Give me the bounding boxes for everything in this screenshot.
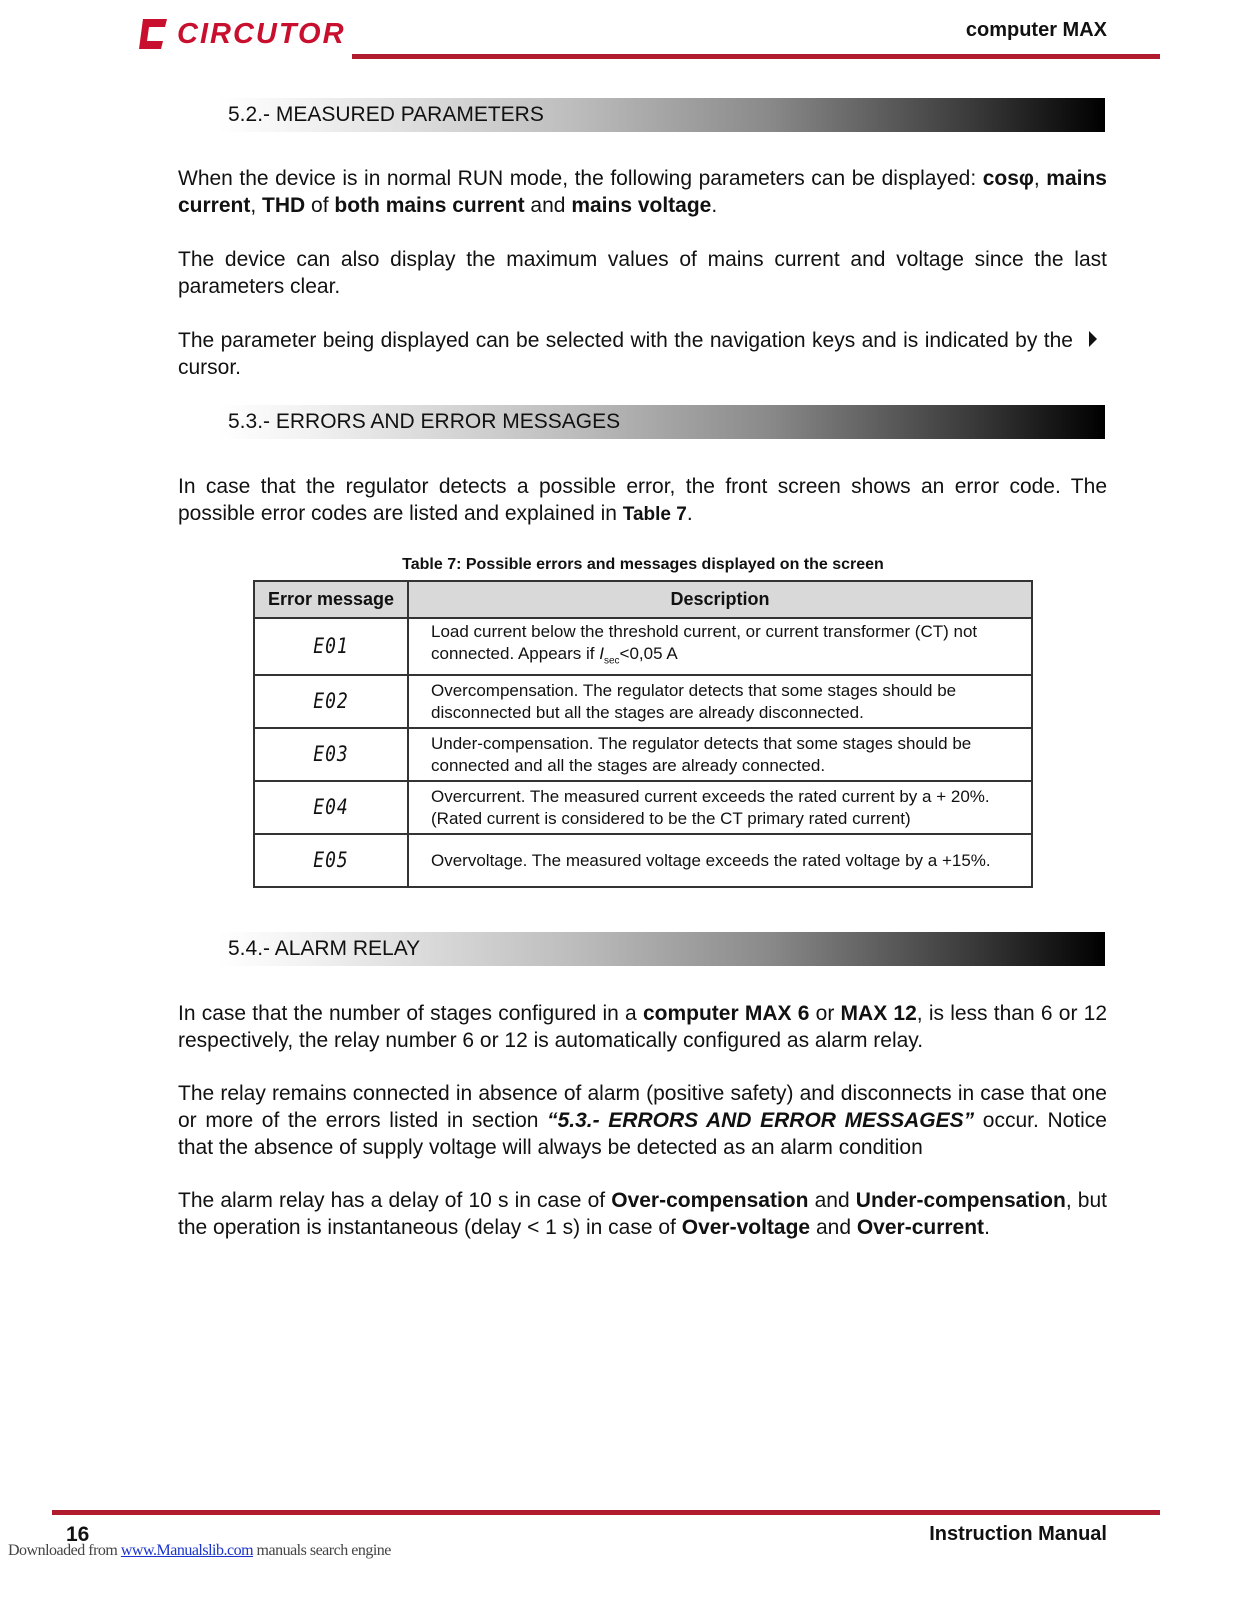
- cursor-triangle-icon: [1089, 331, 1097, 347]
- error-code: E02: [254, 670, 408, 734]
- text: In case that the number of stages configured in a: [178, 1002, 643, 1025]
- text: Load current below the threshold current, or current transformer (CT) not connected. Appears if: [431, 622, 978, 663]
- text: and: [808, 1189, 856, 1212]
- section-title: 5.4.- ALARM RELAY: [228, 937, 421, 960]
- bold-text: mains current: [178, 167, 1107, 217]
- header-divider: [352, 54, 1160, 59]
- table-row: [254, 618, 1032, 675]
- section-bar-5-4: [218, 932, 1105, 966]
- table-row: [254, 781, 1032, 834]
- logo-text: CIRCUTOR: [177, 18, 346, 50]
- bold-text: mains voltage: [571, 194, 712, 217]
- download-notice: [8, 1542, 391, 1560]
- bold-text: computer MAX 6: [642, 1002, 810, 1025]
- table-row: [254, 728, 1032, 781]
- paragraph-maximum-values: The device can also display the maximum values of mains current and voltage since the last parameters clear.: [178, 248, 1107, 298]
- text: and: [524, 194, 572, 217]
- text: or: [809, 1002, 841, 1025]
- text: cursor.: [178, 356, 242, 379]
- section-bar-5-3: [218, 405, 1105, 439]
- bold-text: THD: [262, 194, 306, 217]
- subscript: sec: [603, 655, 620, 667]
- text: , is less than 6 or 12 respectively, the relay number 6 or 12 is automatically configured as alarm relay.: [178, 1002, 1108, 1052]
- bold-text: cosφ: [982, 167, 1034, 190]
- table-row: [254, 834, 1032, 887]
- text: .: [984, 1216, 990, 1239]
- table-caption: Table 7: Possible errors and messages displayed on the screen: [402, 556, 884, 573]
- error-code: E01: [254, 612, 408, 681]
- error-description: Overvoltage. The measured voltage exceeds the rated voltage by a +15%.: [408, 834, 1032, 887]
- bold-text: Over-current: [856, 1216, 985, 1239]
- bold-text: Under-compensation: [855, 1189, 1066, 1212]
- text: manuals search engine: [253, 1542, 391, 1559]
- column-header-description: Description: [408, 581, 1032, 618]
- paragraph-positive-safety: [178, 1080, 1107, 1161]
- paragraph-errors: [178, 473, 1107, 528]
- error-description: Under-compensation. The regulator detects that some stages should be connected and all the stages are already connected.: [408, 728, 1032, 781]
- text: occur. Notice that the absence of supply voltage will always be detected as an alarm condition: [178, 1109, 1107, 1159]
- error-code: E05: [254, 829, 408, 893]
- circutor-logo: [137, 14, 346, 54]
- section-reference: “5.3.- ERRORS AND ERROR MESSAGES”: [547, 1109, 975, 1132]
- text: When the device is in normal RUN mode, the following parameters can be displayed:: [178, 167, 983, 190]
- text: ,: [1033, 167, 1047, 190]
- paragraph-relay-delay: [178, 1187, 1107, 1241]
- text: The relay remains connected in absence of alarm (positive safety) and disconnects in case that one or more of the errors listed in section: [178, 1082, 1107, 1132]
- column-header-error-message: Error message: [254, 581, 408, 618]
- section-bar-5-2: [218, 98, 1105, 132]
- text: I: [599, 644, 604, 663]
- error-table: [253, 580, 1033, 888]
- error-description: Overcompensation. The regulator detects that some stages should be disconnected but all the stages are already disconnected.: [408, 675, 1032, 728]
- text: .: [686, 502, 693, 525]
- paragraph-alarm-relay-config: [178, 1000, 1107, 1054]
- text: The alarm relay has a delay of 10 s in case of: [178, 1189, 612, 1212]
- bold-text: both mains current: [334, 194, 525, 217]
- table-reference: Table 7: [622, 504, 687, 525]
- circutor-logo-icon: [137, 17, 171, 51]
- error-description: [408, 618, 1032, 675]
- text: .: [711, 194, 718, 217]
- table-row: [254, 675, 1032, 728]
- header-title: computer MAX: [965, 19, 1107, 41]
- error-code: E03: [254, 723, 408, 787]
- bold-text: Over-compensation: [611, 1189, 809, 1212]
- footer-title: Instruction Manual: [929, 1523, 1107, 1545]
- bold-text: Over-voltage: [681, 1216, 811, 1239]
- text: and: [810, 1216, 857, 1239]
- error-code: E04: [254, 776, 408, 840]
- paragraph-cursor: [178, 327, 1107, 381]
- manualslib-link[interactable]: www.Manualslib.com: [120, 1542, 254, 1559]
- error-description: Overcurrent. The measured current exceeds the rated current by a + 20%. (Rated current is considered to be the CT primary rated current): [408, 781, 1032, 834]
- page-number: 16: [66, 1523, 90, 1546]
- text: In case that the regulator detects a possible error, the front screen shows an error code. The possible error codes are listed and explained in: [178, 475, 1107, 525]
- footer-divider: [52, 1510, 1160, 1515]
- text: The parameter being displayed can be selected with the navigation keys and is indicated by the: [178, 329, 1073, 352]
- text: of: [305, 194, 335, 217]
- section-title: 5.3.- ERRORS AND ERROR MESSAGES: [228, 410, 621, 433]
- section-title: 5.2.- MEASURED PARAMETERS: [228, 103, 544, 126]
- paragraph-measured-parameters: [178, 165, 1107, 219]
- text: ,: [250, 194, 263, 217]
- bold-text: MAX 12: [840, 1002, 917, 1025]
- text: , but the operation is instantaneous (delay < 1 s) in case of: [178, 1189, 1107, 1239]
- text: <0,05 A: [619, 644, 678, 663]
- text: Downloaded from: [8, 1542, 121, 1559]
